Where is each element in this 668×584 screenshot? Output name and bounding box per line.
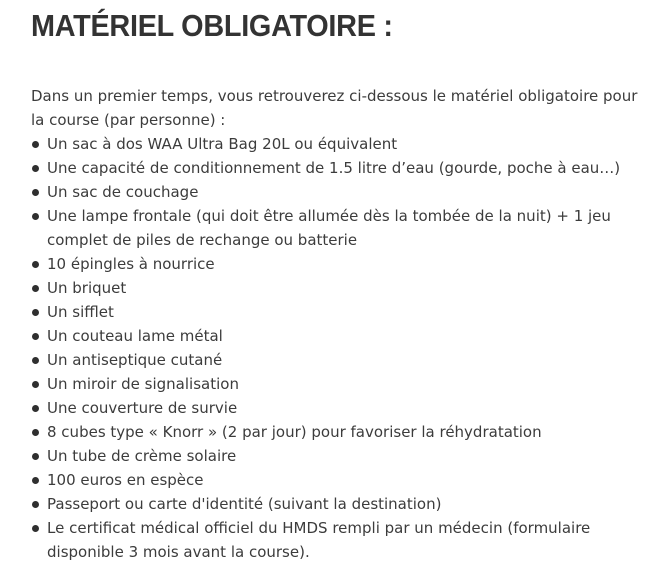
list-item xyxy=(31,324,661,348)
intro-paragraph: Dans un premier temps, vous retrouverez ci-dessous le matériel obligatoire pour la course (par personne) : xyxy=(31,87,638,129)
bullet-icon xyxy=(32,453,39,460)
list-item-text: Un miroir de signalisation xyxy=(47,375,239,393)
list-item xyxy=(31,204,661,252)
list-item-text: Un couteau lame métal xyxy=(47,327,223,345)
list-item xyxy=(31,516,661,564)
list-item xyxy=(31,396,661,420)
list-item-text: Un sac à dos WAA Ultra Bag 20L ou équivalent xyxy=(47,135,398,153)
list-item-text: Une lampe frontale (qui doit être allumée dès la tombée de la nuit) + 1 jeu complet de piles de rechange ou batterie xyxy=(47,207,611,249)
list-item-text: 8 cubes type « Knorr » (2 par jour) pour favoriser la réhydratation xyxy=(47,423,542,441)
list-item xyxy=(31,468,661,492)
list-item xyxy=(31,276,661,300)
list-item-text: Un sac de couchage xyxy=(47,183,199,201)
list-item xyxy=(31,132,661,156)
list-item-text: Une capacité de conditionnement de 1.5 litre d’eau (gourde, poche à eau…) xyxy=(47,159,621,177)
section-title: MATÉRIEL OBLIGATOIRE : xyxy=(31,8,393,43)
list-item xyxy=(31,348,661,372)
bullet-icon xyxy=(32,141,39,148)
list-item-text: Un antiseptique cutané xyxy=(47,351,223,369)
bullet-icon xyxy=(32,285,39,292)
list-item-text: 10 épingles à nourrice xyxy=(47,255,215,273)
bullet-icon xyxy=(32,333,39,340)
list-item xyxy=(31,492,661,516)
list-item-text: Un sifflet xyxy=(47,303,114,321)
equipment-list xyxy=(31,132,661,564)
list-item xyxy=(31,252,661,276)
bullet-icon xyxy=(32,429,39,436)
bullet-icon xyxy=(32,357,39,364)
bullet-icon xyxy=(32,525,39,532)
bullet-icon xyxy=(32,381,39,388)
bullet-icon xyxy=(32,261,39,268)
list-item xyxy=(31,156,661,180)
list-item xyxy=(31,300,661,324)
list-item xyxy=(31,444,661,468)
bullet-icon xyxy=(32,501,39,508)
list-item-text: Un tube de crème solaire xyxy=(47,447,237,465)
list-item-text: Une couverture de survie xyxy=(47,399,238,417)
list-item xyxy=(31,372,661,396)
list-item xyxy=(31,180,661,204)
list-item-text: Passeport ou carte d'identité (suivant la destination) xyxy=(47,495,442,513)
content xyxy=(31,0,661,564)
list-item-text: Un briquet xyxy=(47,279,127,297)
bullet-icon xyxy=(32,189,39,196)
list-item xyxy=(31,420,661,444)
bullet-icon xyxy=(32,405,39,412)
bullet-icon xyxy=(32,165,39,172)
bullet-icon xyxy=(32,309,39,316)
list-item-text: Le certificat médical officiel du HMDS rempli par un médecin (formulaire disponible 3 mois avant la course). xyxy=(47,519,591,561)
bullet-icon xyxy=(32,213,39,220)
bullet-icon xyxy=(32,477,39,484)
list-item-text: 100 euros en espèce xyxy=(47,471,204,489)
